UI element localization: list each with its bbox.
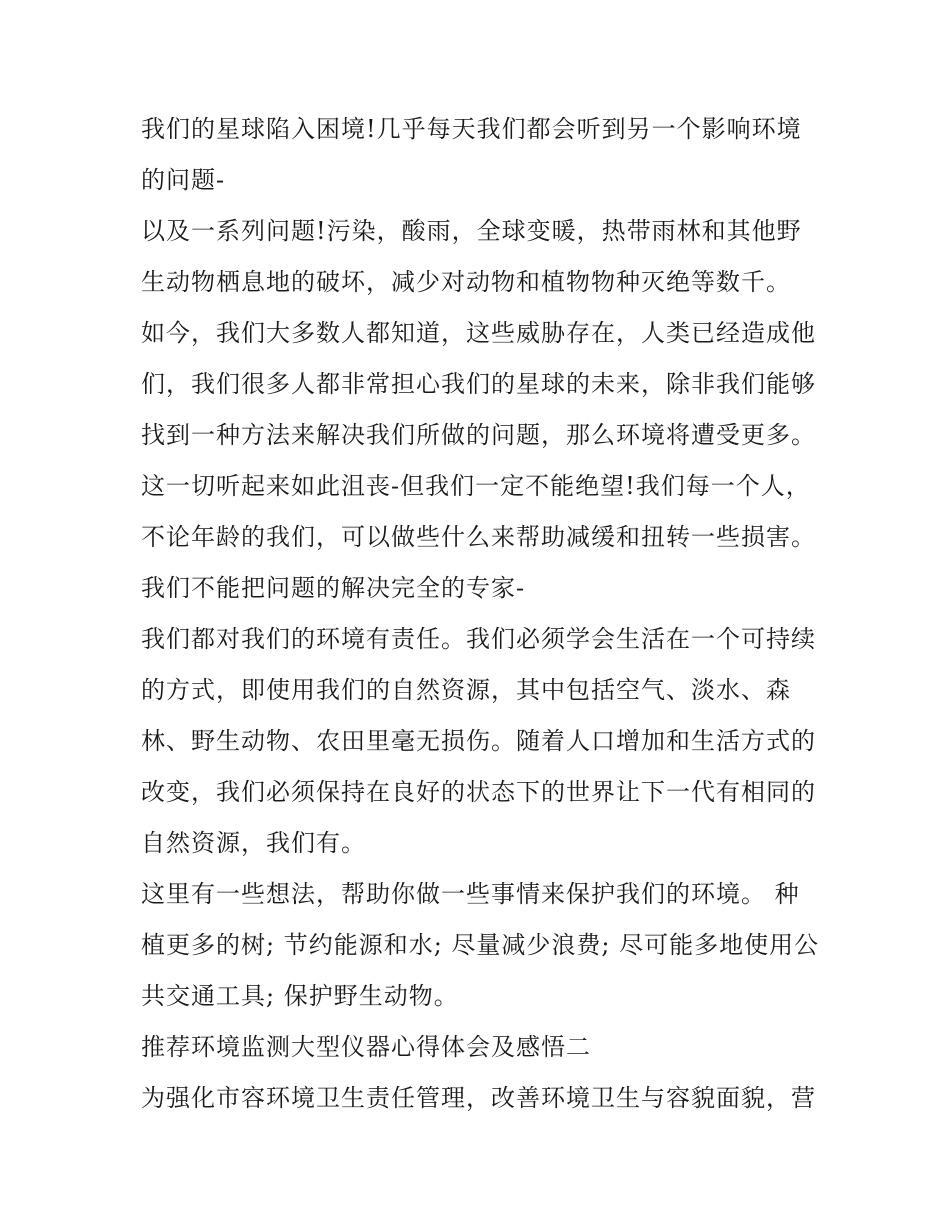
text-line: 生动物栖息地的破坏，减少对动物和植物物种灭绝等数千。: [141, 268, 791, 296]
text-line: 这里有一些想法，帮助你做一些事情来保护我们的环境。 种: [141, 880, 800, 908]
text-line: 自然资源，我们有。: [141, 829, 366, 857]
text-line: 不论年龄的我们，可以做些什么来帮助减缓和扭转一些损害。: [141, 523, 816, 551]
text-line: 我们不能把问题的解决完全的专家-: [141, 574, 526, 602]
section-heading: 推荐环境监测大型仪器心得体会及感悟二: [141, 1033, 591, 1061]
text-line: 们，我们很多人都非常担心我们的星球的未来，除非我们能够: [141, 370, 816, 398]
text-line: 这一切听起来如此沮丧-但我们一定不能绝望!我们每一个人，: [141, 472, 811, 500]
text-line: 找到一种方法来解决我们所做的问题，那么环境将遭受更多。: [141, 421, 816, 449]
document-body: [141, 104, 821, 1124]
text-line: 我们都对我们的环境有责任。我们必须学会生活在一个可持续: [141, 625, 816, 653]
text-line: 的方式，即使用我们的自然资源，其中包括空气、淡水、森: [141, 676, 791, 704]
text-line: 的问题-: [141, 166, 226, 194]
text-line: 为强化市容环境卫生责任管理，改善环境卫生与容貌面貌，营: [141, 1084, 816, 1112]
text-line: 如今，我们大多数人都知道，这些威胁存在，人类已经造成他: [141, 319, 816, 347]
text-line: 改变，我们必须保持在良好的状态下的世界让下一代有相同的: [141, 778, 816, 806]
text-line: 以及一系列问题!污染，酸雨，全球变暖，热带雨林和其他野: [141, 217, 802, 245]
text-line: 我们的星球陷入困境!几乎每天我们都会听到另一个影响环境: [141, 115, 802, 143]
text-line: 植更多的树; 节约能源和水; 尽量减少浪费; 尽可能多地使用公: [141, 931, 820, 959]
text-line: 共交通工具; 保护野生动物。: [141, 982, 459, 1010]
text-line: 林、野生动物、农田里毫无损伤。随着人口增加和生活方式的: [141, 727, 816, 755]
